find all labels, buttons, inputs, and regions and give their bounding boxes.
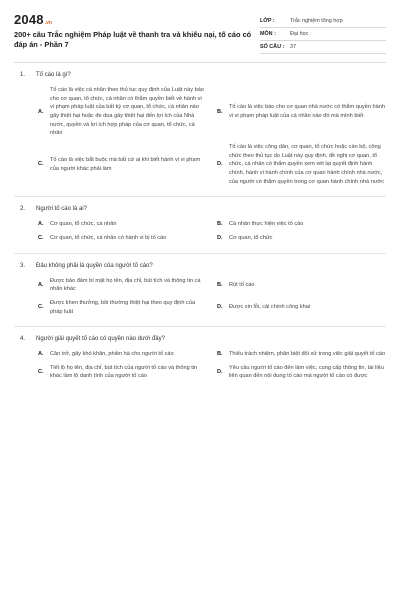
option-text: Rút tố cáo [229, 281, 255, 288]
option-c[interactable] [38, 299, 207, 316]
meta-info [260, 15, 386, 54]
question-4 [14, 336, 386, 381]
option-letter: B. [217, 221, 223, 228]
option-d[interactable] [217, 364, 386, 381]
option-letter: B. [217, 351, 223, 358]
option-letter: C. [38, 161, 44, 168]
option-d[interactable] [217, 299, 386, 316]
option-text: Cá nhân thực hiện việc tố cáo [229, 221, 304, 228]
meta-label: SỐ CÂU : [260, 44, 285, 50]
option-text: Tố cáo là việc bắt buộc mà bất cứ ai khi biết hành vi vi phạm của người khác phải làm [50, 156, 201, 172]
option-letter: D. [217, 304, 223, 311]
meta-value: 37 [290, 44, 296, 50]
meta-label: LỚP : [260, 18, 275, 24]
question-text [14, 206, 386, 212]
option-text: Cơ quan, tổ chức, cá nhân [50, 221, 117, 228]
option-c[interactable] [38, 143, 207, 186]
option-letter: A. [38, 351, 44, 358]
option-letter: D. [217, 234, 223, 241]
option-a[interactable] [38, 350, 207, 359]
option-letter: D. [217, 369, 223, 376]
option-b[interactable] [217, 277, 386, 294]
option-c[interactable] [38, 234, 207, 243]
option-letter: A. [38, 108, 44, 115]
question-1 [14, 72, 386, 186]
option-c[interactable] [38, 364, 207, 381]
meta-value: Trắc nghiệm tổng hợp [290, 18, 343, 24]
meta-row-class [260, 15, 386, 28]
brand-logo[interactable] [14, 12, 254, 27]
question-prompt: Tố cáo là gì? [36, 72, 71, 78]
meta-value: Đại học [290, 31, 309, 37]
question-options [14, 86, 386, 186]
question-number: 4. [20, 336, 26, 343]
option-text: Tố cáo là việc báo cho cơ quan nhà nước có thẩm quyền hành vi vi phạm pháp luật của cá nhân nào đó mà mình biết [229, 104, 385, 119]
option-text: Cơ quan, tổ chức, cá nhân có hành vi bị tố cáo [50, 234, 167, 241]
option-letter: C. [38, 304, 44, 311]
header [14, 12, 386, 54]
question-divider [14, 196, 386, 197]
question-number: 2. [20, 206, 26, 213]
option-letter: D. [217, 161, 223, 168]
option-text: Thiếu trách nhiệm, phân biệt đối xử trong việc giải quyết tố cáo [229, 351, 386, 358]
option-b[interactable] [217, 86, 386, 138]
option-text: Yêu cầu người tố cáo đến làm việc, cung cấp thông tin, tài liệu liên quan đến nội dung tố cáo mà người tố cáo có được [229, 364, 384, 380]
option-text: Tiết lộ họ tên, địa chỉ, bút tích của người tố cáo và thông tin khác làm lộ danh tính của người tố cáo [50, 364, 198, 380]
question-options [14, 350, 386, 381]
option-letter: B. [217, 281, 223, 288]
option-text: Được bảo đảm bí mật họ tên, địa chỉ, bút tích và thông tin cá nhân khác [50, 277, 201, 293]
meta-label: MÔN : [260, 31, 276, 37]
question-text [14, 72, 386, 78]
question-options [14, 220, 386, 242]
question-2 [14, 206, 386, 242]
question-options [14, 277, 386, 317]
option-text: Tố cáo là việc cá nhân theo thủ tục quy định của Luật này báo cho cơ quan, tổ chức, cá nhân có thẩm quyền biết về hành vi vi phạm pháp luật của bất kỳ cơ quan, tổ chức, cá nhân nào gây thiệt hại hoặc đe dọa gây thiệt hại đến lợi ích của Nhà nước, quyền và lợi ích hợp pháp của cơ quan, tổ chức, cá nhân [50, 87, 204, 137]
option-d[interactable] [217, 234, 386, 243]
question-text [14, 263, 386, 269]
meta-row-subject [260, 28, 386, 41]
header-left [14, 12, 254, 50]
meta-row-count [260, 41, 386, 54]
option-letter: C. [38, 369, 44, 376]
option-letter: B. [217, 108, 223, 115]
option-letter: A. [38, 281, 44, 288]
option-b[interactable] [217, 350, 386, 359]
logo-text: 2048 [14, 12, 44, 27]
logo-suffix: .vn [44, 20, 52, 26]
option-a[interactable] [38, 220, 207, 229]
question-3 [14, 263, 386, 317]
option-b[interactable] [217, 220, 386, 229]
option-text: Được xin lỗi, cải chính công khai [229, 304, 311, 311]
option-d[interactable] [217, 143, 386, 186]
option-letter: A. [38, 221, 44, 228]
question-number: 1. [20, 72, 26, 78]
option-text: Cản trở, gây khó khăn, phiền hà cho người tố cáo [50, 351, 174, 358]
question-prompt: Người giải quyết tố cáo có quyền nào dưới đây? [36, 336, 165, 343]
header-divider [14, 62, 386, 63]
question-prompt: Người tố cáo là ai? [36, 206, 87, 213]
question-divider [14, 326, 386, 327]
option-a[interactable] [38, 277, 207, 294]
question-text [14, 336, 386, 342]
option-a[interactable] [38, 86, 207, 138]
question-number: 3. [20, 262, 26, 269]
question-divider [14, 253, 386, 254]
option-text: Được khen thưởng, bồi thường thiệt hại theo quy định của pháp luật [50, 299, 196, 315]
option-text: Cơ quan, tổ chức [229, 234, 273, 241]
option-letter: C. [38, 234, 44, 241]
page-title: 200+ câu Trắc nghiệm Pháp luật về thanh tra và khiếu nại, tố cáo có đáp án - Phần 7 [14, 30, 252, 49]
option-text: Tố cáo là việc công dân, cơ quan, tổ chức hoặc cán bộ, công chức theo thủ tục do Luật này quy định, đề nghị cơ quan, tổ chức, cá nhân có thẩm quyền xem xét lại quyết định hành chính, hành vi hành chính của cơ quan hành chính nhà nước, của người có thẩm quyền trong cơ quan hành chính nhà nước [229, 143, 385, 185]
question-prompt: Đâu không phải là quyền của người tố cáo? [36, 262, 153, 269]
